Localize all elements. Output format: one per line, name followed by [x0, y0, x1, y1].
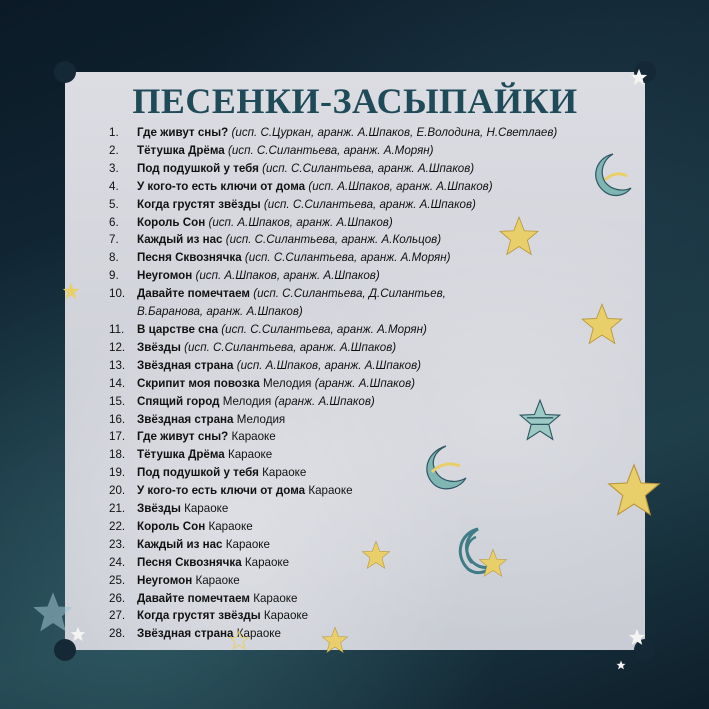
track-extra: Мелодия	[263, 376, 312, 390]
track-row	[109, 375, 609, 393]
small-star-icon-bottom-right	[628, 628, 646, 646]
track-number: 6.	[109, 215, 119, 229]
track-number: 21.	[109, 502, 126, 516]
track-number: 9.	[109, 269, 119, 283]
track-extra: Караоке	[208, 519, 253, 533]
track-row	[109, 321, 609, 339]
track-title: Звёзды	[137, 340, 181, 354]
track-title: Звёздная страна	[137, 358, 234, 372]
track-title: Каждый из нас	[137, 233, 223, 247]
track-title: Неугомон	[137, 269, 193, 283]
track-extra: Караоке	[244, 555, 290, 569]
track-title: Тётушка Дрёма	[137, 448, 225, 462]
outline-star-icon	[228, 630, 250, 650]
track-row	[109, 178, 609, 196]
track-row	[109, 357, 609, 375]
track-credits: (исп. С.Силантьева, Д.Силантьев,	[253, 287, 446, 301]
track-title: Тётушка Дрёма	[137, 143, 225, 157]
track-row	[109, 625, 609, 643]
track-row	[109, 518, 609, 536]
track-number: 11.	[109, 322, 125, 336]
track-extra: Караоке	[225, 537, 270, 551]
track-credits: (аранж. А.Шпаков)	[274, 394, 375, 408]
teal-moon-icon	[412, 442, 470, 494]
track-credits: (аранж. А.Шпаков)	[314, 376, 415, 390]
track-number: 27.	[109, 609, 126, 623]
tiny-gold-star-icon	[62, 282, 80, 300]
track-title: Король Сон	[137, 215, 206, 229]
track-credits: (исп. А.Шпаков, аранж. А.Шпаков)	[208, 215, 393, 229]
track-title: Под подушкой у тебя	[137, 466, 259, 480]
track-row	[109, 142, 609, 160]
track-row	[109, 607, 609, 625]
gold-star-icon	[478, 548, 508, 578]
track-credits: (исп. С.Силантьева, аранж. А.Шпаков)	[262, 161, 475, 175]
track-number: 22.	[109, 519, 126, 533]
panel-corner-bottom-left	[54, 639, 76, 661]
track-number: 23.	[109, 537, 126, 551]
track-credits: В.Баранова, аранж. А.Шпаков)	[137, 305, 303, 319]
track-number: 13.	[109, 358, 126, 372]
track-number: 1.	[109, 126, 119, 139]
small-star-icon-top-right	[630, 68, 648, 86]
small-star-icon-bottom-left	[70, 626, 86, 642]
track-row	[109, 536, 609, 554]
track-title: Песня Сквознячка	[137, 555, 242, 569]
gold-star-icon	[360, 540, 392, 570]
track-row	[109, 590, 609, 608]
track-extra: Мелодия	[236, 412, 286, 426]
crescent-moon-icon	[60, 55, 90, 91]
track-row	[109, 339, 609, 357]
track-extra: Караоке	[231, 430, 276, 444]
track-title: У кого-то есть ключи от дома	[137, 484, 306, 498]
track-number: 19.	[109, 466, 126, 480]
track-title: Звёздная страна	[137, 627, 234, 641]
track-row	[109, 267, 609, 285]
track-extra: Караоке	[253, 591, 298, 605]
teal-moon-icon	[583, 150, 635, 200]
track-extra: Караоке	[184, 502, 229, 516]
track-row	[109, 446, 609, 464]
track-credits: (исп. А.Шпаков, аранж. А.Шпаков)	[308, 179, 493, 193]
track-credits: (исп. С.Силантьева, аранж. А.Шпаков)	[184, 340, 397, 354]
track-extra: Караоке	[263, 609, 309, 623]
track-extra: Мелодия	[222, 394, 272, 408]
track-title: Под подушкой у тебя	[137, 161, 259, 175]
track-title: Где живут сны?	[137, 126, 229, 139]
track-title: Звёздная страна	[137, 412, 234, 426]
track-number: 2.	[109, 143, 119, 157]
track-number: 14.	[109, 376, 126, 390]
track-extra: Караоке	[262, 466, 307, 480]
track-credits: (исп. С.Силантьева, аранж. А.Кольцов)	[225, 233, 442, 247]
track-extra: Караоке	[308, 484, 353, 498]
track-extra: Караоке	[195, 573, 240, 587]
track-row	[109, 500, 609, 518]
track-title: Песня Сквознячка	[137, 251, 242, 265]
track-row	[109, 303, 609, 321]
gold-star-icon	[578, 302, 626, 346]
track-row	[109, 124, 609, 142]
track-credits: (исп. С.Силантьева, аранж. А.Морян)	[244, 251, 451, 265]
track-number: 5.	[109, 197, 119, 211]
track-row	[109, 572, 609, 590]
album-title: ПЕСЕНКИ-ЗАСЫПАЙКИ	[132, 81, 578, 121]
track-row	[109, 464, 609, 482]
track-title: Когда грустят звёзды	[137, 197, 261, 211]
track-number: 7.	[109, 233, 119, 247]
track-number: 25.	[109, 573, 126, 587]
gold-star-icon	[605, 462, 663, 518]
track-number: 4.	[109, 179, 119, 193]
track-credits: (исп. А.Шпаков, аранж. А.Шпаков)	[195, 269, 380, 283]
track-number: 10.	[109, 287, 126, 301]
track-list	[109, 124, 609, 643]
track-extra: Караоке	[236, 627, 281, 641]
track-number: 15.	[109, 394, 126, 408]
track-credits: (исп. С.Силантьева, аранж. А.Морян)	[227, 143, 434, 157]
teal-striped-star-icon	[518, 398, 562, 442]
track-title: Неугомон	[137, 573, 193, 587]
track-credits: (исп. С.Цуркан, аранж. А.Шпаков, Е.Володина, Н.Светлаев)	[231, 126, 558, 139]
track-credits: (исп. С.Силантьева, аранж. А.Шпаков)	[263, 197, 476, 211]
track-credits: (исп. А.Шпаков, аранж. А.Шпаков)	[236, 358, 421, 372]
tracklist-panel	[65, 72, 645, 650]
tiny-white-star-icon	[616, 660, 626, 670]
track-number: 8.	[109, 251, 119, 265]
track-number: 16.	[109, 412, 126, 426]
track-title: В царстве сна	[137, 322, 219, 336]
track-title: Звёзды	[137, 502, 181, 516]
track-number: 12.	[109, 340, 126, 354]
track-number: 28.	[109, 627, 126, 641]
track-title: Спящий город	[137, 394, 220, 408]
track-row	[109, 554, 609, 572]
track-title: Скрипит моя повозка	[137, 376, 260, 390]
track-credits: (исп. С.Силантьева, аранж. А.Морян)	[221, 322, 427, 336]
track-number: 26.	[109, 591, 126, 605]
track-title: Давайте помечтаем	[137, 591, 250, 605]
track-title: Каждый из нас	[137, 537, 223, 551]
track-row	[109, 196, 609, 214]
track-row	[109, 285, 609, 303]
track-title: Где живут сны?	[137, 430, 229, 444]
track-title: Король Сон	[137, 519, 206, 533]
track-number: 3.	[109, 161, 119, 175]
track-title: Когда грустят звёзды	[137, 609, 261, 623]
gold-star-icon	[497, 215, 541, 257]
track-extra: Караоке	[227, 448, 273, 462]
track-number: 20.	[109, 484, 126, 498]
track-title: У кого-то есть ключи от дома	[137, 179, 306, 193]
gold-star-icon	[320, 626, 350, 654]
track-number: 24.	[109, 555, 126, 569]
track-number: 18.	[109, 448, 126, 462]
track-row	[109, 482, 609, 500]
track-title: Давайте помечтаем	[137, 287, 250, 301]
track-number: 17.	[109, 430, 126, 444]
track-row	[109, 160, 609, 178]
